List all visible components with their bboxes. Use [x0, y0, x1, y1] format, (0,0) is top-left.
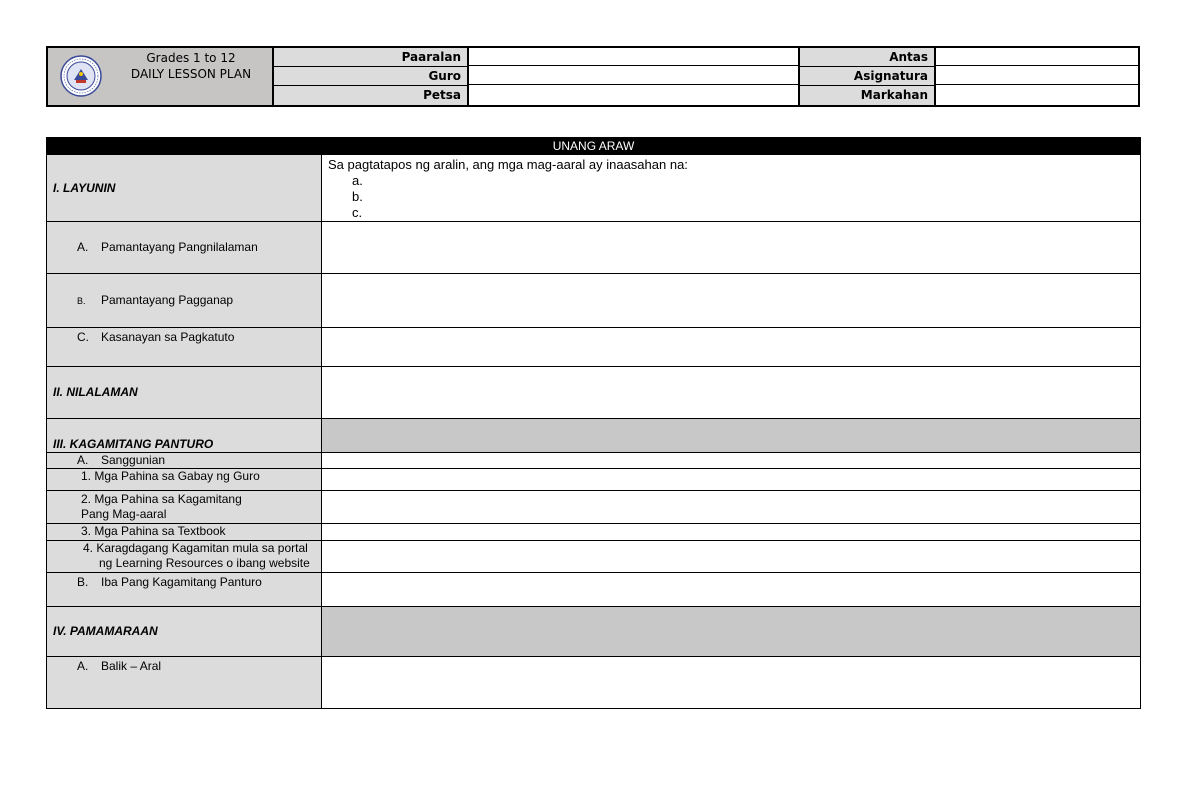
label-cell-layunin — [47, 155, 322, 222]
content-balik-aral[interactable] — [322, 657, 1141, 709]
day-banner: UNANG ARAW — [47, 138, 1141, 155]
content-gabay[interactable] — [322, 469, 1141, 491]
value-paaralan[interactable] — [469, 48, 798, 66]
row-textbook — [47, 524, 1141, 541]
value-asignatura[interactable] — [936, 66, 1138, 84]
row-pamantayang-pangnilalaman — [47, 222, 1141, 274]
label-cell-nilalaman — [47, 367, 322, 419]
label-cell-kagamitang — [47, 419, 322, 453]
objective-list — [322, 173, 1140, 221]
value-guro[interactable] — [469, 66, 798, 84]
section-layunin: I. LAYUNIN — [53, 180, 116, 195]
content-kasanayan[interactable] — [322, 328, 1141, 367]
row-kagamitang — [47, 419, 1141, 453]
label-karagdagang-line2: ng Learning Resources o ibang website — [99, 556, 310, 570]
header-table — [46, 46, 1140, 107]
value-petsa[interactable] — [469, 85, 798, 105]
brand-title — [108, 50, 274, 82]
row-pamamaraan — [47, 607, 1141, 657]
label-cell-karagdagang — [47, 541, 322, 573]
content-iba-pang[interactable] — [322, 573, 1141, 607]
letter-a-balik: A. — [77, 659, 89, 673]
layunin-intro: Sa pagtatapos ng aralin, ang mga mag-aaral ay inaasahan na: — [328, 157, 688, 172]
letter-b: B. — [77, 295, 86, 306]
row-layunin — [47, 155, 1141, 222]
label-guro: Guro — [274, 67, 467, 86]
title-line-2: DAILY LESSON PLAN — [130, 67, 252, 81]
label-cell-iba-pang — [47, 573, 322, 607]
label-cell-gabay — [47, 469, 322, 491]
row-gabay — [47, 469, 1141, 491]
row-balik-aral — [47, 657, 1141, 709]
objective-item-a: a. — [352, 173, 363, 188]
content-nilalaman[interactable] — [322, 367, 1141, 419]
row-kasanayan — [47, 328, 1141, 367]
label-kagamitang-line2: Pang Mag-aaral — [81, 507, 167, 521]
lesson-plan-table — [46, 137, 1141, 709]
label-asignatura: Asignatura — [800, 67, 934, 86]
label-cell-balik-aral — [47, 657, 322, 709]
row-nilalaman — [47, 367, 1141, 419]
left-value-column — [469, 48, 800, 105]
label-cell-pangnilalaman — [47, 222, 322, 274]
content-pamamaraan[interactable] — [322, 607, 1141, 657]
objective-item-b: b. — [352, 189, 363, 204]
content-layunin[interactable] — [322, 155, 1141, 222]
left-label-column — [274, 48, 469, 105]
row-karagdagang — [47, 541, 1141, 573]
content-pangnilalaman[interactable] — [322, 222, 1141, 274]
label-pangnilalaman: Pamantayang Pangnilalaman — [101, 240, 258, 254]
content-kagamitang[interactable] — [322, 419, 1141, 453]
content-pagganap[interactable] — [322, 274, 1141, 328]
label-pagganap: Pamantayang Pagganap — [101, 292, 234, 307]
letter-a-sanggunian: A. — [77, 453, 89, 467]
label-cell-sanggunian — [47, 453, 322, 469]
section-pamamaraan: IV. PAMAMARAAN — [53, 624, 158, 638]
right-value-column — [936, 48, 1138, 105]
day-banner-row — [47, 138, 1141, 155]
label-cell-kasanayan — [47, 328, 322, 367]
label-cell-pagganap — [47, 274, 322, 328]
label-gabay: 1. Mga Pahina sa Gabay ng Guro — [81, 469, 260, 483]
letter-b-iba: B. — [77, 575, 89, 589]
value-antas[interactable] — [936, 48, 1138, 66]
row-sanggunian — [47, 453, 1141, 469]
section-nilalaman: II. NILALAMAN — [53, 385, 138, 399]
content-karagdagang[interactable] — [322, 541, 1141, 573]
label-kagamitang-line1: 2. Mga Pahina sa Kagamitang — [81, 492, 242, 506]
label-iba-pang: Iba Pang Kagamitang Panturo — [101, 575, 262, 589]
label-sanggunian: Sanggunian — [101, 453, 166, 467]
label-cell-textbook — [47, 524, 322, 541]
section-kagamitang: III. KAGAMITANG PANTURO — [53, 437, 214, 451]
deped-seal-icon — [60, 55, 102, 97]
label-petsa: Petsa — [423, 88, 461, 102]
content-textbook[interactable] — [322, 524, 1141, 541]
content-sanggunian[interactable] — [322, 453, 1141, 469]
label-textbook: 3. Mga Pahina sa Textbook — [81, 524, 226, 538]
row-kagamitang-mag-aaral — [47, 491, 1141, 524]
label-cell-kagamitang-mag-aaral — [47, 491, 322, 524]
label-paaralan: Paaralan — [274, 48, 467, 67]
label-kasanayan: Kasanayan sa Pagkatuto — [101, 330, 235, 344]
label-karagdagang-line1: 4. Karagdagang Kagamitan mula sa portal — [83, 541, 308, 555]
right-label-column — [800, 48, 936, 105]
label-antas: Antas — [800, 48, 934, 67]
content-kagamitang-mag-aaral[interactable] — [322, 491, 1141, 524]
letter-c: C. — [77, 330, 89, 344]
row-iba-pang-kagamitang — [47, 573, 1141, 607]
row-pamantayang-pagganap — [47, 274, 1141, 328]
letter-a: A. — [77, 240, 89, 254]
label-cell-pamamaraan — [47, 607, 322, 657]
label-markahan: Markahan — [860, 88, 928, 102]
objective-item-c: c. — [352, 205, 363, 220]
title-line-1: Grades 1 to 12 — [146, 51, 236, 65]
label-balik-aral: Balik – Aral — [101, 659, 162, 673]
value-markahan[interactable] — [936, 85, 1138, 105]
brand-cell — [48, 48, 274, 105]
